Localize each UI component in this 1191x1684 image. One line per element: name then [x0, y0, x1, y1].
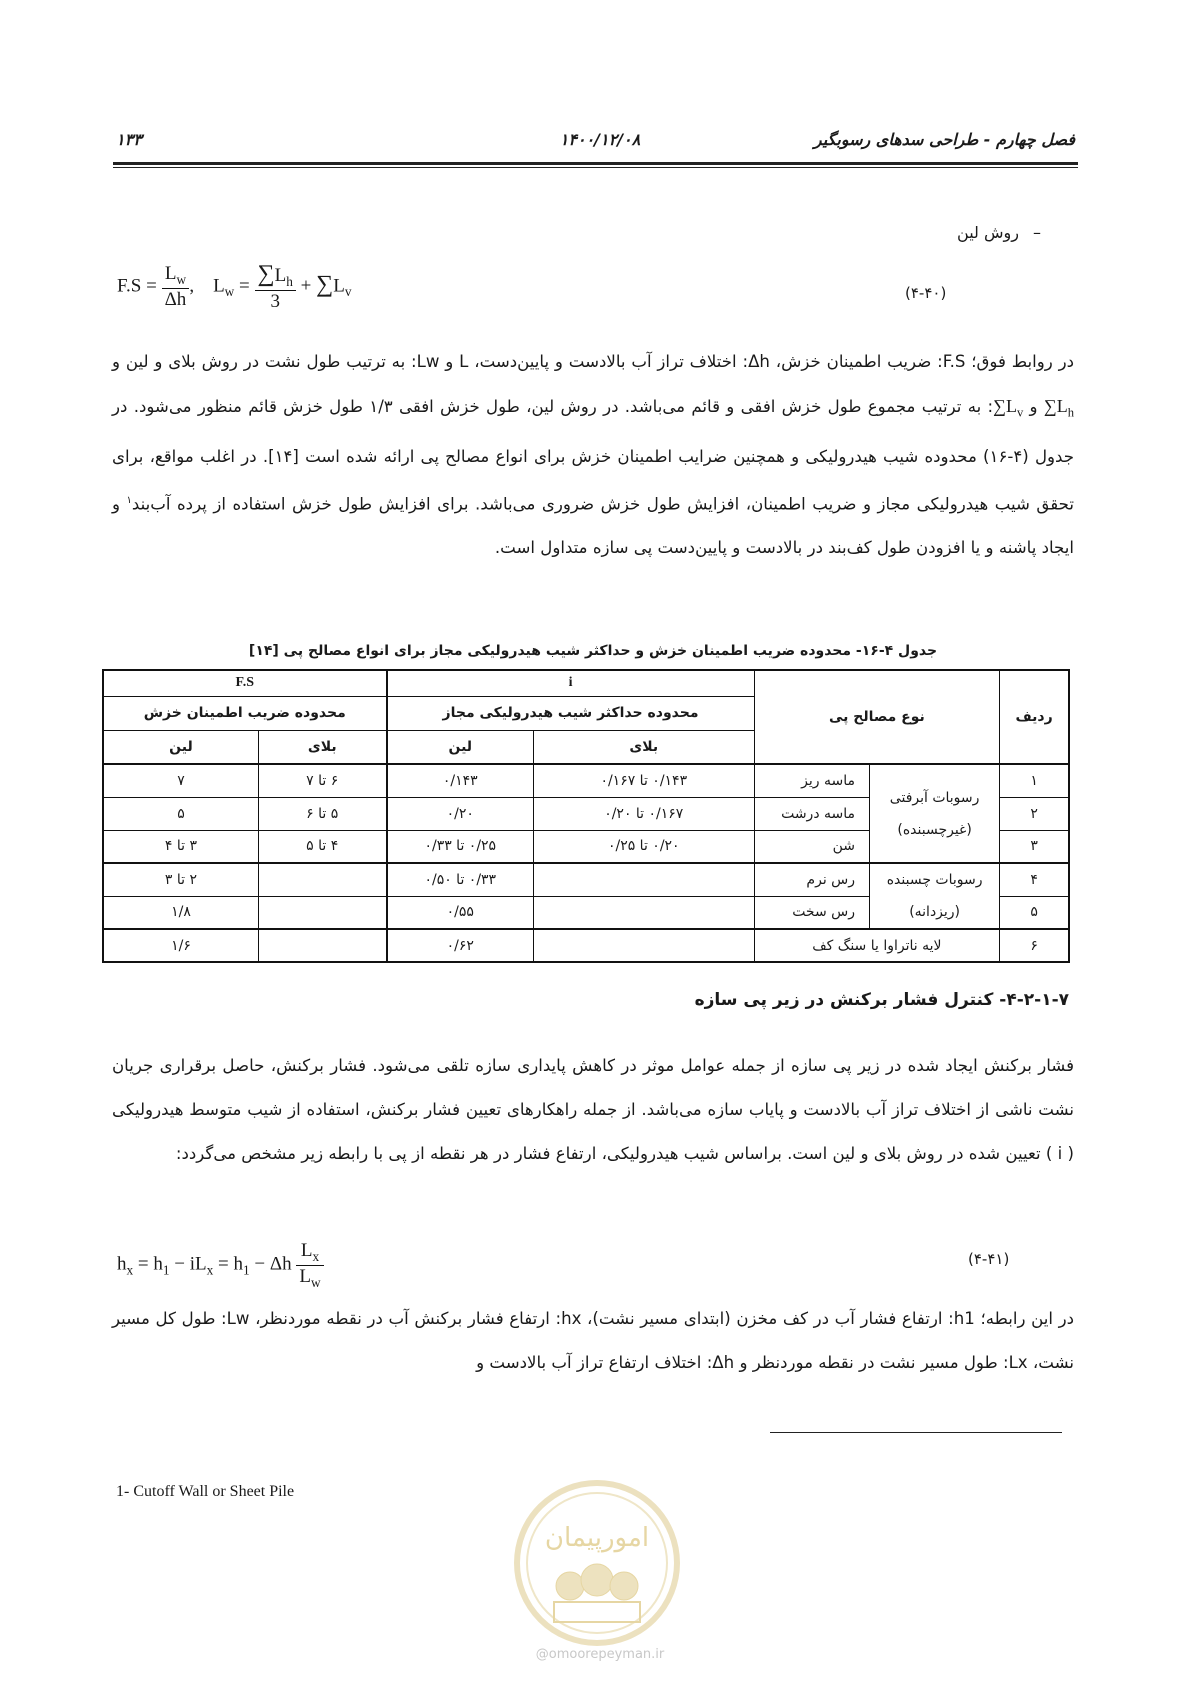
equation-number: (۴-۴۱) — [968, 1250, 1010, 1268]
para1-part4: و ایجاد پاشنه و یا افزودن طول کف‌بند در بالادست و پایین‌دست پی سازه متداول است. — [112, 494, 1074, 558]
equation-41: $h_x = h_1 - iL_x = h_1 - \Delta h$ $\frac{L_x}{L_w}$ — [117, 1240, 324, 1291]
eq40-fraction-fs: $\frac{L_w}{\Delta h}$ — [162, 263, 190, 311]
fs-bligh-cell — [258, 863, 386, 896]
col-header-i-range: محدوده حداکثر شیب هیدرولیکی مجاز — [387, 696, 755, 730]
header-rule — [113, 162, 1078, 165]
group-cohesive-label: رسوبات چسبنده — [886, 872, 983, 888]
material-cell: لایه ناتراوا یا سنگ کف — [754, 929, 1000, 962]
row-number: ۶ — [1000, 929, 1069, 962]
fs-bligh-cell: ۶ تا ۷ — [258, 764, 386, 797]
table-row — [103, 929, 1069, 962]
group-cohesive — [870, 863, 1000, 929]
i-lane-cell: ۰/۵۵ — [387, 896, 534, 929]
col-header-fs-bligh: بلای — [258, 730, 386, 764]
table-caption: جدول ۴-۱۶- محدوده ضریب اطمینان خزش و حداکثر شیب هیدرولیکی مجاز برای انواع مصالح پی [۱۴] — [248, 643, 938, 659]
col-header-fs-lane: لین — [103, 730, 258, 764]
col-header-fs: F.S — [103, 670, 387, 696]
material-cell: شن — [754, 830, 870, 863]
eq40-fraction-lw: $\frac{\sum L_h}{3}$ — [255, 261, 296, 313]
table-row — [103, 764, 1069, 797]
header-rule-thin — [113, 167, 1078, 168]
logo-lettering: امورپیمان — [544, 1523, 650, 1553]
material-cell: ماسه درشت — [754, 797, 870, 830]
i-bligh-cell — [534, 896, 755, 929]
footnote-rule — [770, 1432, 1062, 1433]
footnote-mark: ۱ — [126, 494, 132, 506]
i-lane-cell: ۰/۶۲ — [387, 929, 534, 962]
fs-lane-cell: ۲ تا ۳ — [103, 863, 258, 896]
i-bligh-cell: ۰/۱۶۷ تا ۰/۲۰ — [534, 797, 755, 830]
i-bligh-cell — [534, 863, 755, 896]
row-number: ۴ — [1000, 863, 1069, 896]
fs-lane-cell: ۵ — [103, 797, 258, 830]
col-header-material: نوع مصالح پی — [754, 670, 1000, 764]
table-row — [103, 863, 1069, 896]
fs-bligh-cell — [258, 929, 386, 962]
sum-lh-symbol: $\sum L_h$ — [1043, 396, 1074, 420]
eq41-fraction: $\frac{L_x}{L_w}$ — [296, 1240, 323, 1291]
watermark-url: @omoorepeyman.ir — [535, 1647, 665, 1662]
i-bligh-cell — [534, 929, 755, 962]
para1-part2: و — [1023, 397, 1044, 416]
i-lane-cell: ۰/۳۳ تا ۰/۵۰ — [387, 863, 534, 896]
seepage-table — [102, 669, 1070, 963]
header-date: ۱۴۰۰/۱۲/۰۸ — [559, 130, 641, 149]
para1-part3: : به ترتیب مجموع طول خزش افقی و قائم می‌باشد. در روش لین، طول خزش افقی ۱/۳ طول خزش قائم منظور می‌شود. در جدول (۴-۱۶) محدوده شیب هیدرولیکی و همچنین ضرایب اطمینان خزش برای انواع مصالح پی ارائه شده است [۱۴]. در اغلب مواقع، برای تحقق شیب هیدرولیکی مجاز و ضریب اطمینان، افزایش طول خزش ضروری می‌باشد. برای افزایش طول خزش استفاده از پرده آب‌بند — [112, 397, 1075, 514]
fs-lane-cell: ۱/۶ — [103, 929, 258, 962]
paragraph-variables: در این رابطه؛ h1: ارتفاع فشار آب در کف مخزن (ابتدای مسیر نشت)، hx: ارتفاع فشار برکنش آب در نقطه موردنظر، Lw: طول کل مسیر نشت، Lx: طول مسیر نشت در نقطه موردنظر و Δh: اختلاف ارتفاع تراز آب بالادست و — [112, 1309, 1074, 1372]
eq40-lhs: F.S — [117, 275, 142, 297]
row-number: ۳ — [1000, 830, 1069, 863]
fs-bligh-cell — [258, 896, 386, 929]
publisher-logo — [512, 1478, 682, 1648]
row-number: ۲ — [1000, 797, 1069, 830]
fs-lane-cell: ۷ — [103, 764, 258, 797]
bullet-item — [957, 223, 1041, 242]
bullet-text: روش لین — [957, 223, 1019, 242]
col-header-i-bligh: بلای — [534, 730, 755, 764]
col-header-row: ردیف — [1000, 670, 1069, 764]
fs-lane-cell: ۳ تا ۴ — [103, 830, 258, 863]
group-alluvial-sublabel: (غیرچسبنده) — [897, 821, 972, 838]
i-bligh-cell: ۰/۲۰ تا ۰/۲۵ — [534, 830, 755, 863]
i-lane-cell: ۰/۱۴۳ — [387, 764, 534, 797]
chapter-title: فصل چهارم - طراحی سدهای رسوبگیر — [813, 130, 1075, 149]
i-lane-cell: ۰/۲۵ تا ۰/۳۳ — [387, 830, 534, 863]
i-lane-cell: ۰/۲۰ — [387, 797, 534, 830]
i-bligh-cell: ۰/۱۴۳ تا ۰/۱۶۷ — [534, 764, 755, 797]
para1-part1: در روابط فوق؛ F.S: ضریب اطمینان خزش، Δh: اختلاف تراز آب بالادست و پایین‌دست، L و Lw: به ترتیب طول نشت در روش بلای و لین و — [112, 352, 1074, 371]
bullet-dash: – — [1033, 223, 1041, 242]
fs-bligh-cell: ۵ تا ۶ — [258, 797, 386, 830]
fs-bligh-cell: ۴ تا ۵ — [258, 830, 386, 863]
equation-number: (۴-۴۰) — [905, 284, 947, 302]
col-header-i-lane: لین — [387, 730, 534, 764]
col-header-fs-range: محدوده ضریب اطمینان خزش — [103, 696, 387, 730]
paragraph-definitions — [112, 340, 1074, 570]
footnote: 1- Cutoff Wall or Sheet Pile — [116, 1483, 295, 1500]
fs-lane-cell: ۱/۸ — [103, 896, 258, 929]
material-cell: ماسه ریز — [754, 764, 870, 797]
group-alluvial-label: رسوبات آبرفتی — [889, 789, 980, 806]
paragraph-uplift: فشار برکنش ایجاد شده در زیر پی سازه از جمله عوامل موثر در کاهش پایداری سازه تلقی می‌شود. فشار برکنش، حاصل برقراری جریان نشت ناشی از اختلاف تراز آب بالادست و پایاب سازه می‌باشد. از جمله راهکارهای تعیین فشار برکنش، استفاده از شیب متوسط هیدرولیکی ( i ) تعیین شده در روش بلای و لین است. براساس شیب هیدرولیکی، ارتفاع فشار در هر نقطه از پی با رابطه زیر مشخص می‌گردد: — [112, 1056, 1074, 1163]
equation-40: F.S = $\frac{L_w}{\Delta h}$ , $L_w$ = $\frac{\sum L_h}{3}$ + $\sum L_v$ — [117, 261, 352, 312]
page-number: ۱۳۳ — [116, 130, 142, 149]
row-number: ۱ — [1000, 764, 1069, 797]
section-heading: ۴-۲-۱-۷- کنترل فشار برکنش در زیر پی سازه — [694, 990, 1069, 1010]
material-cell: رس سخت — [754, 896, 870, 929]
col-header-i: i — [387, 670, 755, 696]
material-cell: رس نرم — [754, 863, 870, 896]
group-alluvial — [870, 764, 1000, 863]
row-number: ۵ — [1000, 896, 1069, 929]
group-cohesive-sublabel: (ریزدانه) — [909, 904, 961, 920]
sum-lv-symbol: $\sum L_v$ — [993, 396, 1024, 420]
